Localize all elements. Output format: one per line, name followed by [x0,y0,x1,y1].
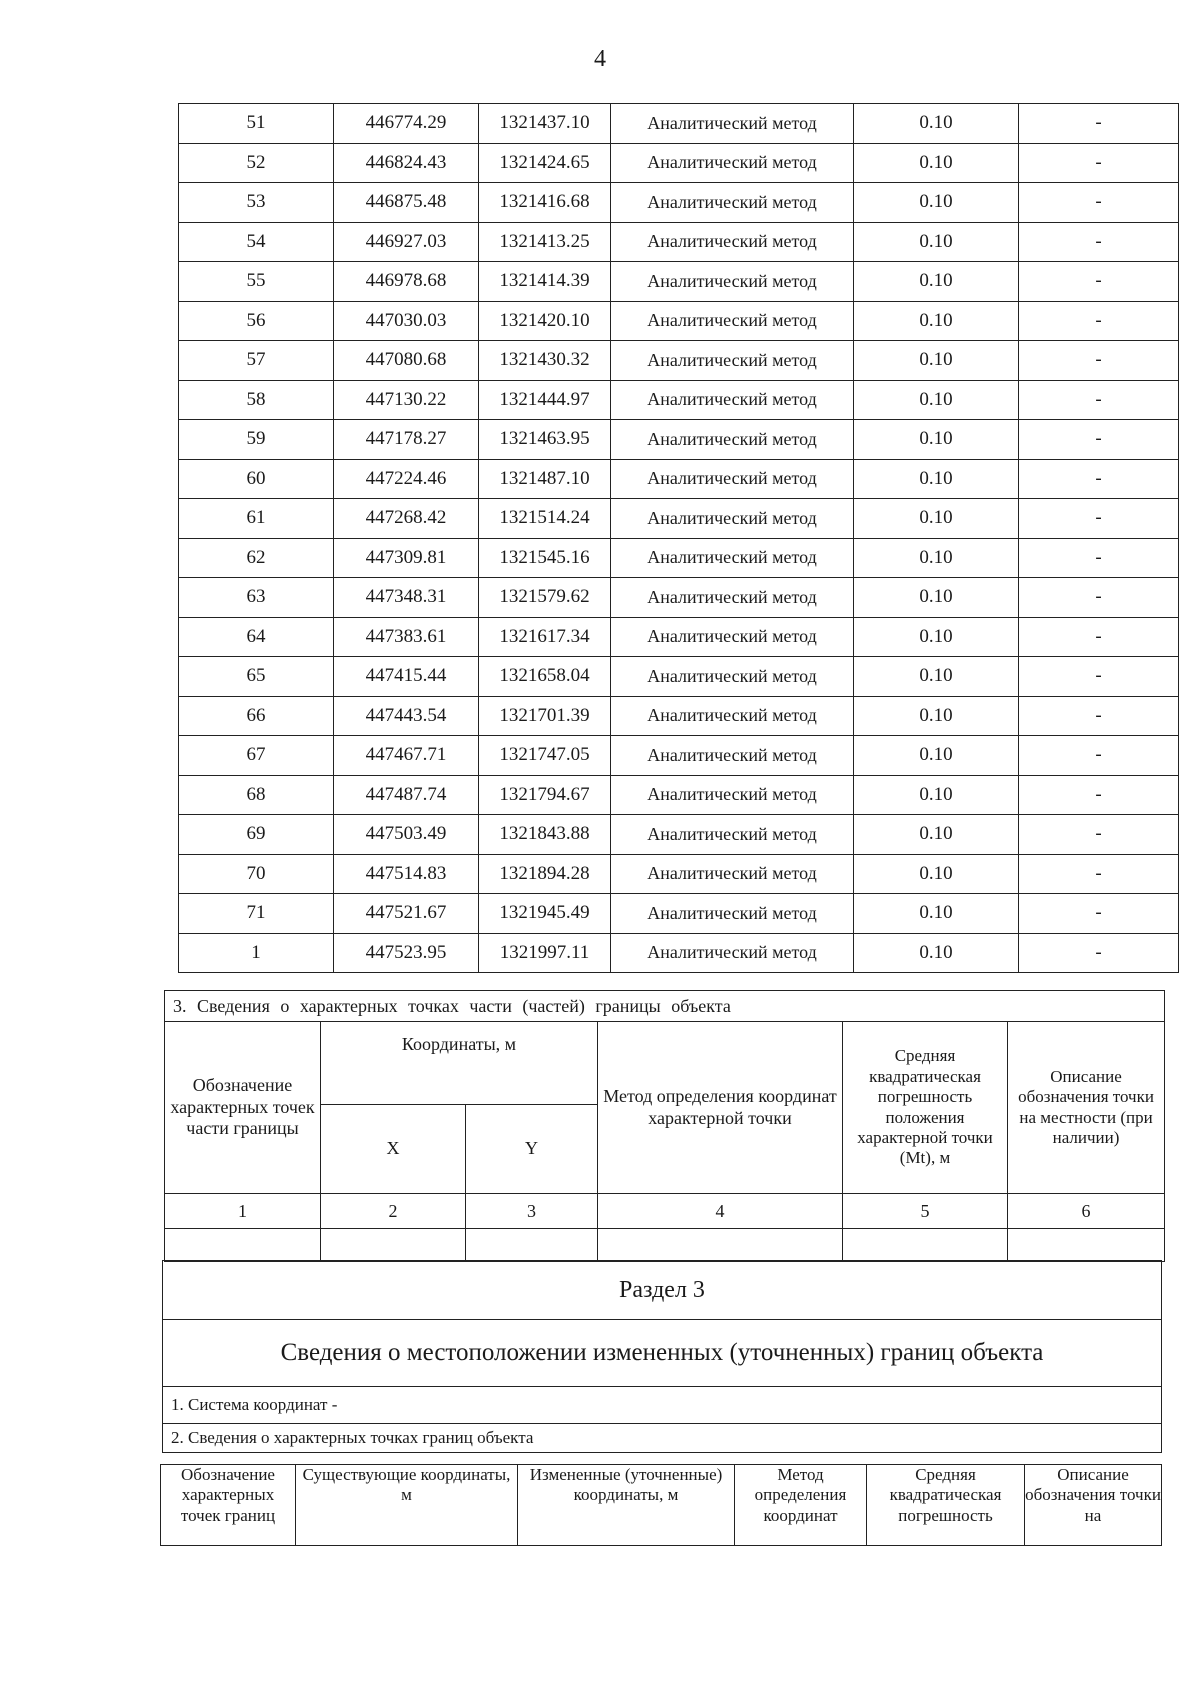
coord-x-cell: 447415.44 [334,657,479,697]
point-id-cell: 64 [179,617,334,657]
description-cell: - [1019,894,1179,934]
table-row [179,815,1179,855]
point-id-cell: 51 [179,104,334,144]
header-designation: Обозначение характерных точек границ [161,1465,296,1546]
coord-x-cell: 446824.43 [334,143,479,183]
point-id-cell: 59 [179,420,334,460]
description-cell: - [1019,104,1179,144]
table-row [179,538,1179,578]
method-cell: Аналитический метод [611,894,854,934]
table-row [179,617,1179,657]
page-number: 4 [594,46,606,72]
coord-y-cell: 1321794.67 [479,775,611,815]
coord-x-cell: 446978.68 [334,262,479,302]
coord-x-cell: 447487.74 [334,775,479,815]
method-cell: Аналитический метод [611,143,854,183]
points-table-body [179,104,1179,973]
mean-error-cell: 0.10 [854,183,1019,223]
header-changed-coordinates: Измененные (уточненные) координаты, м [518,1465,735,1546]
method-cell: Аналитический метод [611,933,854,973]
table-row [179,657,1179,697]
description-cell: - [1019,538,1179,578]
header-y: Y [466,1105,598,1194]
section3-table [164,990,1165,1262]
mean-error-cell: 0.10 [854,420,1019,460]
coord-x-cell: 447523.95 [334,933,479,973]
mean-error-cell: 0.10 [854,538,1019,578]
table-row [179,499,1179,539]
method-cell: Аналитический метод [611,657,854,697]
header-error: Средняя квадратическая погрешность положения характерной точки (Mt), м [843,1022,1008,1194]
point-id-cell: 71 [179,894,334,934]
table-row [179,578,1179,618]
point-id-cell: 54 [179,222,334,262]
coord-y-cell: 1321945.49 [479,894,611,934]
mean-error-cell: 0.10 [854,143,1019,183]
point-id-cell: 62 [179,538,334,578]
header-description: Описание обозначения точки на [1025,1465,1162,1546]
coord-x-cell: 447030.03 [334,301,479,341]
header-method: Метод определения координат характерной точки [598,1022,843,1194]
mean-error-cell: 0.10 [854,499,1019,539]
description-cell: - [1019,854,1179,894]
coord-x-cell: 447224.46 [334,459,479,499]
table-row [179,183,1179,223]
method-cell: Аналитический метод [611,420,854,460]
point-id-cell: 69 [179,815,334,855]
table-row [179,696,1179,736]
header-designation: Обозначение характерных точек части границы [165,1022,321,1194]
description-cell: - [1019,933,1179,973]
description-cell: - [1019,459,1179,499]
empty-cell [321,1229,466,1262]
coord-x-cell: 447514.83 [334,854,479,894]
method-cell: Аналитический метод [611,183,854,223]
changed-boundaries-header [160,1464,1162,1546]
description-cell: - [1019,736,1179,776]
mean-error-cell: 0.10 [854,854,1019,894]
point-id-cell: 68 [179,775,334,815]
coord-x-cell: 447503.49 [334,815,479,855]
point-id-cell: 58 [179,380,334,420]
section-subtitle: Сведения о местоположении измененных (уточненных) границ объекта [163,1320,1162,1387]
coord-y-cell: 1321997.11 [479,933,611,973]
mean-error-cell: 0.10 [854,775,1019,815]
points-caption: 2. Сведения о характерных точках границ объекта [163,1424,1162,1453]
mean-error-cell: 0.10 [854,894,1019,934]
table-row [179,301,1179,341]
mean-error-cell: 0.10 [854,301,1019,341]
table-row [179,736,1179,776]
section-title: Раздел 3 [163,1261,1162,1320]
mean-error-cell: 0.10 [854,578,1019,618]
description-cell: - [1019,657,1179,697]
column-number: 4 [598,1194,843,1229]
mean-error-cell: 0.10 [854,459,1019,499]
table-row [179,143,1179,183]
coord-x-cell: 447178.27 [334,420,479,460]
description-cell: - [1019,341,1179,381]
mean-error-cell: 0.10 [854,933,1019,973]
coord-y-cell: 1321747.05 [479,736,611,776]
coord-y-cell: 1321894.28 [479,854,611,894]
description-cell: - [1019,499,1179,539]
description-cell: - [1019,183,1179,223]
coord-y-cell: 1321579.62 [479,578,611,618]
method-cell: Аналитический метод [611,578,854,618]
mean-error-cell: 0.10 [854,657,1019,697]
point-id-cell: 61 [179,499,334,539]
empty-cell [466,1229,598,1262]
description-cell: - [1019,696,1179,736]
method-cell: Аналитический метод [611,775,854,815]
section-3-table [162,1260,1162,1453]
mean-error-cell: 0.10 [854,222,1019,262]
coord-y-cell: 1321416.68 [479,183,611,223]
coord-y-cell: 1321487.10 [479,459,611,499]
description-cell: - [1019,578,1179,618]
point-id-cell: 53 [179,183,334,223]
point-id-cell: 52 [179,143,334,183]
method-cell: Аналитический метод [611,617,854,657]
coord-y-cell: 1321413.25 [479,222,611,262]
table-row [179,459,1179,499]
empty-cell [165,1229,321,1262]
table-row [179,380,1179,420]
point-id-cell: 56 [179,301,334,341]
table-row [179,104,1179,144]
method-cell: Аналитический метод [611,301,854,341]
point-id-cell: 60 [179,459,334,499]
coord-y-cell: 1321545.16 [479,538,611,578]
method-cell: Аналитический метод [611,538,854,578]
table-row [179,420,1179,460]
header-method: Метод определения координат [735,1465,867,1546]
empty-cell [598,1229,843,1262]
column-number: 2 [321,1194,466,1229]
method-cell: Аналитический метод [611,815,854,855]
table-row [179,933,1179,973]
point-id-cell: 63 [179,578,334,618]
coord-x-cell: 447309.81 [334,538,479,578]
method-cell: Аналитический метод [611,736,854,776]
coord-y-cell: 1321843.88 [479,815,611,855]
method-cell: Аналитический метод [611,380,854,420]
table-row [179,222,1179,262]
mean-error-cell: 0.10 [854,380,1019,420]
method-cell: Аналитический метод [611,696,854,736]
coord-x-cell: 447080.68 [334,341,479,381]
table-row [179,262,1179,302]
description-cell: - [1019,262,1179,302]
mean-error-cell: 0.10 [854,696,1019,736]
empty-cell [1008,1229,1165,1262]
coord-x-cell: 447268.42 [334,499,479,539]
coord-y-cell: 1321658.04 [479,657,611,697]
header-existing-coordinates: Существующие координаты, м [296,1465,518,1546]
description-cell: - [1019,143,1179,183]
method-cell: Аналитический метод [611,222,854,262]
table-row [179,854,1179,894]
coord-y-cell: 1321430.32 [479,341,611,381]
mean-error-cell: 0.10 [854,617,1019,657]
coord-x-cell: 447383.61 [334,617,479,657]
coordinate-system: 1. Система координат - [163,1387,1162,1424]
header-coordinates: Координаты, м [321,1022,598,1105]
point-id-cell: 70 [179,854,334,894]
point-id-cell: 65 [179,657,334,697]
description-cell: - [1019,222,1179,262]
coord-x-cell: 447521.67 [334,894,479,934]
header-error: Средняя квадратическая погрешность [867,1465,1025,1546]
table-row [179,775,1179,815]
description-cell: - [1019,815,1179,855]
mean-error-cell: 0.10 [854,104,1019,144]
mean-error-cell: 0.10 [854,262,1019,302]
point-id-cell: 66 [179,696,334,736]
mean-error-cell: 0.10 [854,736,1019,776]
point-id-cell: 55 [179,262,334,302]
description-cell: - [1019,301,1179,341]
method-cell: Аналитический метод [611,499,854,539]
coord-y-cell: 1321414.39 [479,262,611,302]
coord-y-cell: 1321617.34 [479,617,611,657]
section3-caption: 3. Сведения о характерных точках части (частей) границы объекта [165,991,1165,1022]
points-table [178,103,1179,973]
method-cell: Аналитический метод [611,262,854,302]
header-description: Описание обозначения точки на местности (при наличии) [1008,1022,1165,1194]
coord-y-cell: 1321424.65 [479,143,611,183]
coord-y-cell: 1321463.95 [479,420,611,460]
table-row [179,894,1179,934]
coord-y-cell: 1321420.10 [479,301,611,341]
coord-y-cell: 1321701.39 [479,696,611,736]
description-cell: - [1019,420,1179,460]
mean-error-cell: 0.10 [854,815,1019,855]
description-cell: - [1019,380,1179,420]
coord-y-cell: 1321514.24 [479,499,611,539]
point-id-cell: 67 [179,736,334,776]
column-number: 5 [843,1194,1008,1229]
column-number: 1 [165,1194,321,1229]
point-id-cell: 57 [179,341,334,381]
coord-x-cell: 446875.48 [334,183,479,223]
coord-x-cell: 447348.31 [334,578,479,618]
method-cell: Аналитический метод [611,341,854,381]
column-number: 6 [1008,1194,1165,1229]
method-cell: Аналитический метод [611,459,854,499]
description-cell: - [1019,775,1179,815]
coord-x-cell: 447443.54 [334,696,479,736]
table-row [179,341,1179,381]
empty-row [165,1229,1165,1262]
coord-y-cell: 1321437.10 [479,104,611,144]
coord-x-cell: 446927.03 [334,222,479,262]
coord-x-cell: 447130.22 [334,380,479,420]
description-cell: - [1019,617,1179,657]
coord-y-cell: 1321444.97 [479,380,611,420]
point-id-cell: 1 [179,933,334,973]
header-x: X [321,1105,466,1194]
method-cell: Аналитический метод [611,854,854,894]
empty-cell [843,1229,1008,1262]
coord-x-cell: 447467.71 [334,736,479,776]
method-cell: Аналитический метод [611,104,854,144]
mean-error-cell: 0.10 [854,341,1019,381]
column-number: 3 [466,1194,598,1229]
coord-x-cell: 446774.29 [334,104,479,144]
